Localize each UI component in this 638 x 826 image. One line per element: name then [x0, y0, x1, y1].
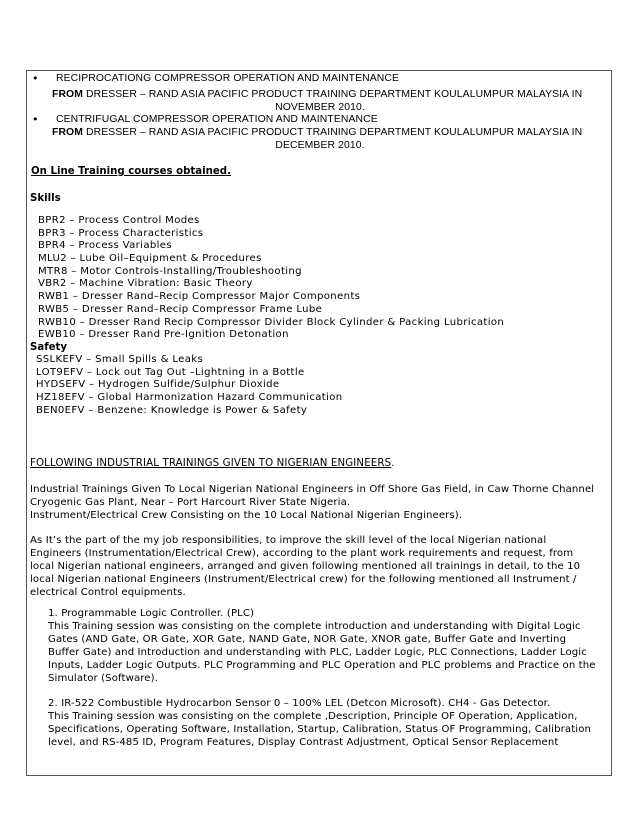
- course-source: FROM DRESSER – RAND ASIA PACIFIC PRODUCT TRAINING DEPARTMENT KOULALUMPUR MALAYSIA IN: [52, 127, 583, 138]
- course-date: NOVEMBER 2010.: [275, 102, 365, 113]
- course-date: DECEMBER 2010.: [275, 140, 365, 151]
- course-title: CENTRIFUGAL COMPRESSOR OPERATION AND MAINTENANCE: [56, 114, 378, 125]
- list-item: BPR3 – Process Characteristics: [38, 227, 204, 239]
- list-item: RWB1 – Dresser Rand–Recip Compressor Major Components: [38, 291, 361, 303]
- course-title: RECIPROCATIONG COMPRESSOR OPERATION AND MAINTENANCE: [56, 73, 400, 84]
- following-trainings-heading: FOLLOWING INDUSTRIAL TRAININGS GIVEN TO NIGERIAN ENGINEERS.: [30, 458, 395, 469]
- responsibility-paragraph: As It’s the part of the my job responsibilities, to improve the skill level of the local Nigerian national Engineers (Instrumentation/Electrical Crew), according to the plant work requirements and request, from local Nigerian national engineers, arranged and given following mentioned all trainings in detail, to the 10 local Nigerian national Engineers (Instrument/Electrical crew) for the following mentioned all Instrument / electrical Control equipments.: [30, 535, 581, 598]
- bullet-icon: •: [32, 72, 39, 85]
- intro-paragraph: Industrial Trainings Given To Local Nigerian National Engineers in Off Shore Gas Field, in Caw Thorne Channel Cryogenic Gas Plant, Near – Port Harcourt River State Nigeria. Instrument/Electrical Crew Consisting on the 10 Local National Nigerian Engineers).: [30, 484, 595, 521]
- list-item: EWB10 – Dresser Rand Pre-Ignition Detonation: [38, 329, 289, 341]
- list-item: BEN0EFV – Benzene: Knowledge is Power & Safety: [36, 404, 308, 416]
- course-source: FROM DRESSER – RAND ASIA PACIFIC PRODUCT TRAINING DEPARTMENT KOULALUMPUR MALAYSIA IN: [52, 89, 583, 100]
- list-item: BPR2 – Process Control Modes: [38, 215, 200, 226]
- list-item: SSLKEFV – Small Spills & Leaks: [36, 354, 204, 365]
- safety-list: [36, 354, 343, 417]
- list-item: RWB5 – Dresser Rand–Recip Compressor Frame Lube: [38, 303, 323, 315]
- list-item: BPR4 – Process Variables: [38, 240, 172, 252]
- training-item-plc: 1. Programmable Logic Controller. (PLC) This Training session was consisting on the complete introduction and understanding with Digital Logic Gates (AND Gate, OR Gate, XOR Gate, NAND Gate, NOR Gate, XNOR gate, Buffer Gate and Inverting Buffer Gate) and Introduction and understanding with PLC, Ladder Logic, PLC Connections, Ladder Logic Inputs, Ladder Logic Outputs. PLC Programming and PLC Operation and PLC problems and Practice on the Simulator (Software).: [48, 608, 608, 685]
- training-item-title: 1. Programmable Logic Controller. (PLC): [48, 608, 255, 619]
- skills-list: [38, 215, 504, 342]
- training-item-title: 2. IR-522 Combustible Hydrocarbon Sensor 0 – 100% LEL (Detcon Microsoft). CH4 - Gas Detector.: [48, 698, 551, 709]
- list-item: HYDSEFV – Hydrogen Sulfide/Sulphur Dioxide: [36, 379, 280, 391]
- training-item-ir522: 2. IR-522 Combustible Hydrocarbon Sensor 0 – 100% LEL (Detcon Microsoft). CH4 - Gas Detector. This Training session was consisting on the complete ,Description, Principle OF Operation, Application, Specifications, Operating Software, Installation, Startup, Calibration, Status OF Programming, Calibration level, and RS-485 ID, Program Features, Display Contrast Adjustment, Optical Sensor Replacement: [48, 698, 608, 750]
- skills-heading: Skills: [30, 193, 61, 204]
- list-item: HZ18EFV – Global Harmonization Hazard Communication: [36, 392, 343, 404]
- list-item: MLU2 – Lube Oil–Equipment & Procedures: [38, 253, 262, 265]
- list-item: VBR2 – Machine Vibration: Basic Theory: [38, 278, 253, 290]
- bullet-icon: •: [32, 113, 39, 126]
- list-item: RWB10 – Dresser Rand Recip Compressor Divider Block Cylinder & Packing Lubrication: [38, 316, 505, 328]
- list-item: LOT9EFV – Lock out Tag Out –Lightning in a Bottle: [36, 366, 305, 378]
- safety-heading: Safety: [30, 342, 68, 353]
- online-training-heading: On Line Training courses obtained.: [31, 166, 231, 177]
- list-item: MTR8 – Motor Controls-Installing/Troubleshooting: [38, 265, 302, 277]
